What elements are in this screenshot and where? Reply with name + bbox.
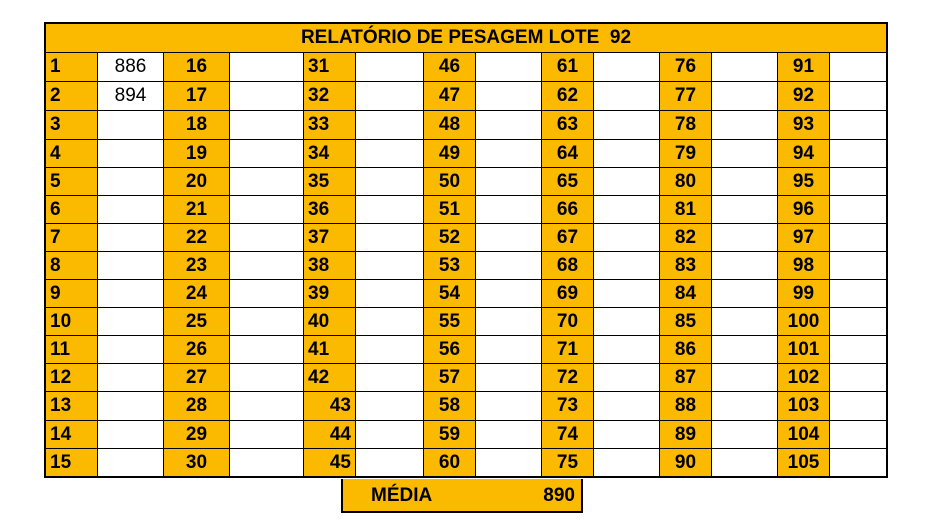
average-label: MÉDIA <box>371 485 433 506</box>
weight-cell[interactable] <box>712 196 778 224</box>
animal-number: 40 <box>304 308 356 336</box>
animal-number: 4 <box>46 140 98 168</box>
weight-cell[interactable] <box>712 252 778 280</box>
animal-number: 38 <box>304 252 356 280</box>
animal-number: 2 <box>46 82 98 111</box>
weight-cell[interactable] <box>98 168 164 196</box>
animal-number: 105 <box>778 449 830 476</box>
animal-number: 62 <box>542 82 594 111</box>
animal-number: 78 <box>660 111 712 140</box>
weight-cell[interactable] <box>98 364 164 392</box>
weight-cell[interactable] <box>230 308 304 336</box>
weight-cell[interactable] <box>230 392 304 421</box>
weight-cell[interactable] <box>98 111 164 140</box>
weight-cell[interactable] <box>830 82 886 111</box>
weight-cell[interactable] <box>830 421 886 449</box>
animal-number: 63 <box>542 111 594 140</box>
animal-number: 74 <box>542 421 594 449</box>
animal-number: 70 <box>542 308 594 336</box>
weight-cell[interactable] <box>476 252 542 280</box>
animal-number: 36 <box>304 196 356 224</box>
animal-number: 22 <box>164 224 230 252</box>
animal-number: 35 <box>304 168 356 196</box>
weight-cell[interactable] <box>98 449 164 476</box>
animal-number: 37 <box>304 224 356 252</box>
weight-cell[interactable] <box>476 111 542 140</box>
average-value: 890 <box>543 485 575 506</box>
animal-number: 79 <box>660 140 712 168</box>
weight-cell[interactable] <box>98 421 164 449</box>
animal-number: 82 <box>660 224 712 252</box>
animal-number: 23 <box>164 252 230 280</box>
weight-cell[interactable] <box>594 82 660 111</box>
animal-number: 101 <box>778 336 830 364</box>
weight-cell[interactable] <box>230 196 304 224</box>
weight-cell[interactable] <box>98 140 164 168</box>
weight-grid <box>46 53 886 476</box>
weight-cell[interactable] <box>712 53 778 82</box>
animal-number: 87 <box>660 364 712 392</box>
weight-cell[interactable] <box>98 196 164 224</box>
weight-cell[interactable] <box>830 224 886 252</box>
weight-cell[interactable] <box>356 336 424 364</box>
weight-cell[interactable] <box>830 364 886 392</box>
animal-number: 44 <box>304 421 356 449</box>
weight-cell[interactable] <box>356 224 424 252</box>
animal-number: 30 <box>164 449 230 476</box>
animal-number: 29 <box>164 421 230 449</box>
animal-number: 99 <box>778 280 830 308</box>
animal-number: 86 <box>660 336 712 364</box>
animal-number: 95 <box>778 168 830 196</box>
weight-cell[interactable] <box>356 140 424 168</box>
weight-cell[interactable] <box>830 308 886 336</box>
weight-cell[interactable] <box>712 82 778 111</box>
weight-cell[interactable] <box>230 111 304 140</box>
weight-cell[interactable] <box>356 280 424 308</box>
animal-number: 81 <box>660 196 712 224</box>
animal-number: 18 <box>164 111 230 140</box>
weight-cell[interactable] <box>230 224 304 252</box>
animal-number: 19 <box>164 140 230 168</box>
weight-cell[interactable] <box>594 308 660 336</box>
weight-cell[interactable] <box>356 196 424 224</box>
weight-cell[interactable] <box>830 392 886 421</box>
animal-number: 10 <box>46 308 98 336</box>
weight-cell[interactable] <box>830 280 886 308</box>
animal-number: 5 <box>46 168 98 196</box>
animal-number: 47 <box>424 82 476 111</box>
animal-number: 53 <box>424 252 476 280</box>
animal-number: 21 <box>164 196 230 224</box>
animal-number: 85 <box>660 308 712 336</box>
weight-cell[interactable] <box>98 392 164 421</box>
weight-cell[interactable]: 886 <box>98 53 164 82</box>
animal-number: 12 <box>46 364 98 392</box>
weight-cell[interactable] <box>98 336 164 364</box>
weight-cell[interactable] <box>230 252 304 280</box>
weight-cell[interactable] <box>594 224 660 252</box>
weight-cell[interactable] <box>476 308 542 336</box>
animal-number: 90 <box>660 449 712 476</box>
weight-cell[interactable] <box>712 364 778 392</box>
animal-number: 42 <box>304 364 356 392</box>
animal-number: 43 <box>304 392 356 421</box>
weight-cell[interactable] <box>476 53 542 82</box>
animal-number: 97 <box>778 224 830 252</box>
animal-number: 59 <box>424 421 476 449</box>
animal-number: 27 <box>164 364 230 392</box>
weight-cell[interactable] <box>356 53 424 82</box>
weight-cell[interactable] <box>98 252 164 280</box>
weight-cell[interactable] <box>356 82 424 111</box>
weight-cell[interactable] <box>594 252 660 280</box>
animal-number: 49 <box>424 140 476 168</box>
weight-cell[interactable]: 894 <box>98 82 164 111</box>
weight-cell[interactable] <box>830 140 886 168</box>
weight-cell[interactable] <box>356 252 424 280</box>
weight-cell[interactable] <box>594 53 660 82</box>
weight-cell[interactable] <box>230 449 304 476</box>
animal-number: 65 <box>542 168 594 196</box>
weight-cell[interactable] <box>594 140 660 168</box>
animal-number: 68 <box>542 252 594 280</box>
animal-number: 50 <box>424 168 476 196</box>
animal-number: 9 <box>46 280 98 308</box>
animal-number: 76 <box>660 53 712 82</box>
weight-cell[interactable] <box>712 449 778 476</box>
animal-number: 33 <box>304 111 356 140</box>
animal-number: 73 <box>542 392 594 421</box>
animal-number: 24 <box>164 280 230 308</box>
animal-number: 55 <box>424 308 476 336</box>
animal-number: 20 <box>164 168 230 196</box>
animal-number: 7 <box>46 224 98 252</box>
animal-number: 102 <box>778 364 830 392</box>
weight-cell[interactable] <box>476 196 542 224</box>
weight-cell[interactable] <box>230 82 304 111</box>
weight-cell[interactable] <box>594 449 660 476</box>
animal-number: 69 <box>542 280 594 308</box>
weight-cell[interactable] <box>712 392 778 421</box>
weight-cell[interactable] <box>356 449 424 476</box>
animal-number: 8 <box>46 252 98 280</box>
weight-cell[interactable] <box>830 252 886 280</box>
weight-cell[interactable] <box>712 111 778 140</box>
animal-number: 31 <box>304 53 356 82</box>
weight-cell[interactable] <box>476 224 542 252</box>
animal-number: 48 <box>424 111 476 140</box>
animal-number: 39 <box>304 280 356 308</box>
average-box <box>341 479 583 513</box>
animal-number: 61 <box>542 53 594 82</box>
animal-number: 94 <box>778 140 830 168</box>
weight-cell[interactable] <box>830 168 886 196</box>
weight-cell[interactable] <box>476 140 542 168</box>
weight-cell[interactable] <box>356 364 424 392</box>
animal-number: 46 <box>424 53 476 82</box>
animal-number: 41 <box>304 336 356 364</box>
weight-cell[interactable] <box>476 421 542 449</box>
animal-number: 77 <box>660 82 712 111</box>
weight-cell[interactable] <box>230 336 304 364</box>
weight-cell[interactable] <box>230 140 304 168</box>
animal-number: 25 <box>164 308 230 336</box>
animal-number: 83 <box>660 252 712 280</box>
animal-number: 45 <box>304 449 356 476</box>
weight-cell[interactable] <box>356 392 424 421</box>
animal-number: 60 <box>424 449 476 476</box>
weight-cell[interactable] <box>594 364 660 392</box>
weight-cell[interactable] <box>476 280 542 308</box>
weight-cell[interactable] <box>594 336 660 364</box>
animal-number: 32 <box>304 82 356 111</box>
animal-number: 28 <box>164 392 230 421</box>
weight-cell[interactable] <box>712 336 778 364</box>
animal-number: 56 <box>424 336 476 364</box>
weight-cell[interactable] <box>476 449 542 476</box>
animal-number: 17 <box>164 82 230 111</box>
weight-cell[interactable] <box>356 421 424 449</box>
weight-cell[interactable] <box>712 308 778 336</box>
weight-cell[interactable] <box>230 421 304 449</box>
animal-number: 92 <box>778 82 830 111</box>
animal-number: 13 <box>46 392 98 421</box>
weight-cell[interactable] <box>594 421 660 449</box>
weight-cell[interactable] <box>830 336 886 364</box>
weight-cell[interactable] <box>356 111 424 140</box>
animal-number: 14 <box>46 421 98 449</box>
animal-number: 57 <box>424 364 476 392</box>
weight-cell[interactable] <box>230 53 304 82</box>
weighing-report-table <box>44 22 888 478</box>
weight-cell[interactable] <box>594 196 660 224</box>
weight-cell[interactable] <box>476 82 542 111</box>
weight-cell[interactable] <box>830 111 886 140</box>
weight-cell[interactable] <box>712 280 778 308</box>
animal-number: 71 <box>542 336 594 364</box>
weight-cell[interactable] <box>476 392 542 421</box>
animal-number: 72 <box>542 364 594 392</box>
weight-cell[interactable] <box>98 280 164 308</box>
weight-cell[interactable] <box>712 421 778 449</box>
weight-cell[interactable] <box>476 364 542 392</box>
weight-cell[interactable] <box>476 336 542 364</box>
animal-number: 103 <box>778 392 830 421</box>
animal-number: 1 <box>46 53 98 82</box>
animal-number: 98 <box>778 252 830 280</box>
weight-cell[interactable] <box>830 53 886 82</box>
weight-cell[interactable] <box>230 168 304 196</box>
animal-number: 89 <box>660 421 712 449</box>
animal-number: 91 <box>778 53 830 82</box>
weight-cell[interactable] <box>830 196 886 224</box>
report-title: RELATÓRIO DE PESAGEM LOTE 92 <box>46 24 886 53</box>
animal-number: 100 <box>778 308 830 336</box>
weight-cell[interactable] <box>594 111 660 140</box>
weight-cell[interactable] <box>712 140 778 168</box>
animal-number: 54 <box>424 280 476 308</box>
animal-number: 75 <box>542 449 594 476</box>
weight-cell[interactable] <box>594 280 660 308</box>
weight-cell[interactable] <box>230 280 304 308</box>
animal-number: 51 <box>424 196 476 224</box>
weight-cell[interactable] <box>476 168 542 196</box>
animal-number: 96 <box>778 196 830 224</box>
animal-number: 16 <box>164 53 230 82</box>
weight-cell[interactable] <box>712 224 778 252</box>
weight-cell[interactable] <box>712 168 778 196</box>
animal-number: 15 <box>46 449 98 476</box>
animal-number: 64 <box>542 140 594 168</box>
animal-number: 34 <box>304 140 356 168</box>
animal-number: 6 <box>46 196 98 224</box>
animal-number: 104 <box>778 421 830 449</box>
weight-cell[interactable] <box>594 392 660 421</box>
weight-cell[interactable] <box>230 364 304 392</box>
animal-number: 67 <box>542 224 594 252</box>
animal-number: 58 <box>424 392 476 421</box>
weight-cell[interactable] <box>98 224 164 252</box>
animal-number: 88 <box>660 392 712 421</box>
weight-cell[interactable] <box>830 449 886 476</box>
animal-number: 66 <box>542 196 594 224</box>
weight-cell[interactable] <box>356 308 424 336</box>
weight-cell[interactable] <box>98 308 164 336</box>
animal-number: 93 <box>778 111 830 140</box>
animal-number: 52 <box>424 224 476 252</box>
animal-number: 3 <box>46 111 98 140</box>
animal-number: 80 <box>660 168 712 196</box>
animal-number: 84 <box>660 280 712 308</box>
weight-cell[interactable] <box>356 168 424 196</box>
weight-cell[interactable] <box>594 168 660 196</box>
animal-number: 26 <box>164 336 230 364</box>
animal-number: 11 <box>46 336 98 364</box>
